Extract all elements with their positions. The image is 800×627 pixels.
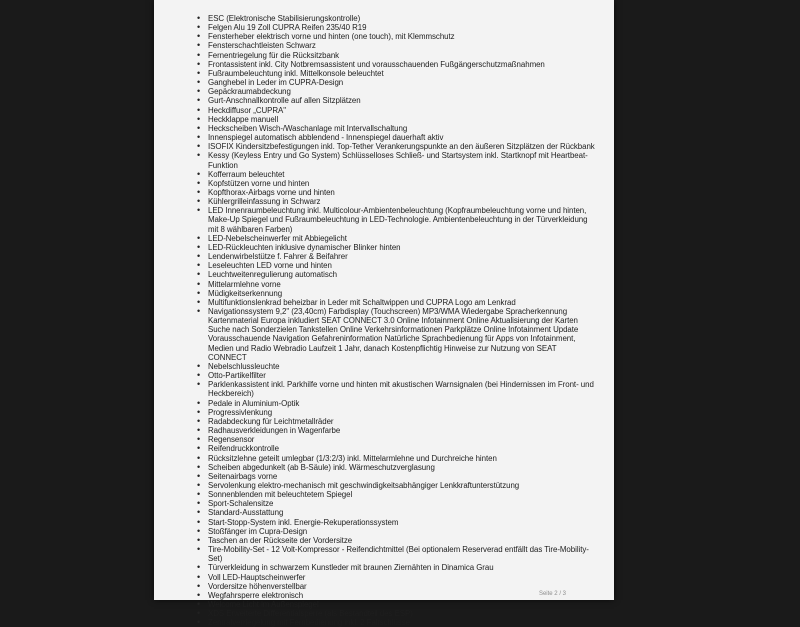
feature-list-item: • Voll LED-Hauptscheinwerfer xyxy=(196,573,596,582)
feature-list-item: • Sonnenblenden mit beleuchtetem Spiegel xyxy=(196,490,596,499)
feature-list-item: • Gurt-Anschnallkontrolle auf allen Sitzplätzen xyxy=(196,96,596,105)
feature-list-item: • Kessy (Keyless Entry und Go System) Schlüsselloses Schließ- und Startsystem inkl. Startknopf mit Heartbeat-Funktion xyxy=(196,151,596,169)
feature-list-item: • Wegfahrsperre elektronisch xyxy=(196,591,596,600)
feature-list-item: • Progressivlenkung xyxy=(196,408,596,417)
feature-list-item: • Radhausverkleidungen in Wagenfarbe xyxy=(196,426,596,435)
feature-list-item: • Taschen an der Rückseite der Vordersitze xyxy=(196,536,596,545)
feature-list-item: • Heckklappe manuell xyxy=(196,115,596,124)
feature-list-item: • Kofferraum beleuchtet xyxy=(196,170,596,179)
feature-list-item: • Sport-Schalensitze xyxy=(196,499,596,508)
feature-list-item: • Navigationssystem 9,2" (23,40cm) Farbdisplay (Touchscreen) MP3/WMA Wiedergabe Spracherkennung Kartenmaterial Europa inkludiert SEAT CONNECT 3.0 Online Infotainment Online Aktualisierung der Karten Suche nach Sonderzielen Tankstellen Online Verkehrsinformationen Parkplätze Online Infotainment Update Vorausschauende Navigation Gefahreninformation Natürliche Sprachbedienung für Apps von Infotainment, Medien und Radio Webradio Laufzeit 1 Jahr, danach Kostenpflichtig Hinweise zur Nutzung von SEAT CONNECT xyxy=(196,307,596,362)
feature-list-item: • Rücksitzlehne geteilt umlegbar (1/3:2/3) inkl. Mittelarmlehne und Durchreiche hinten xyxy=(196,454,596,463)
feature-list-item: • Lendenwirbelstütze f. Fahrer & Beifahrer xyxy=(196,252,596,261)
feature-list-item: • LED-Rückleuchten inklusive dynamischer Blinker hinten xyxy=(196,243,596,252)
page-number: Seite 2 / 3 xyxy=(538,591,566,597)
feature-list-item: • Pedale in Aluminium-Optik xyxy=(196,399,596,408)
feature-list-item: • Stoßfänger im Cupra-Design xyxy=(196,527,596,536)
feature-list-item: • Kopfthorax-Airbags vorne und hinten xyxy=(196,188,596,197)
feature-list-item: • Kopfstützen vorne und hinten xyxy=(196,179,596,188)
feature-list-item: • Zentralverriegelung mit Fernbedienung inkl. 2 Faltschlüsse xyxy=(196,618,596,627)
feature-list-item: • Fernentriegelung für die Rücksitzbank xyxy=(196,51,596,60)
feature-list-item: • Multifunktionslenkrad beheizbar in Leder mit Schaltwippen und CUPRA Logo am Lenkrad xyxy=(196,298,596,307)
feature-list-item: • Müdigkeitserkennung xyxy=(196,289,596,298)
feature-list-item: • Nebelschlussleuchte xyxy=(196,362,596,371)
feature-list-item: • ESC (Elektronische Stabilisierungskontrolle) xyxy=(196,14,596,23)
feature-list-item: • Heckscheiben Wisch-/Waschanlage mit Intervallschaltung xyxy=(196,124,596,133)
feature-list-item: • Fußraumbeleuchtung inkl. Mittelkonsole beleuchtet xyxy=(196,69,596,78)
feature-list-item: • Fensterheber elektrisch vorne und hinten (one touch), mit Klemmschutz xyxy=(196,32,596,41)
feature-list-item: • Felgen Alu 19 Zoll CUPRA Reifen 235/40 R19 xyxy=(196,23,596,32)
feature-list-item: • Welcome Licht im Außenspiegel xyxy=(196,600,596,609)
feature-list-item: • Innenspiegel automatisch abblendend - Innenspiegel dauerhaft aktiv xyxy=(196,133,596,142)
feature-list-item: • XDS Erweiterte Differentialsperre (als Bestandteil des ESP) xyxy=(196,609,596,618)
document-page xyxy=(154,0,614,627)
feature-list-item: • Leseleuchten LED vorne und hinten xyxy=(196,261,596,270)
feature-list-item: • Türverkleidung in schwarzem Kunstleder mit braunen Ziernähten in Dinamica Grau xyxy=(196,563,596,572)
feature-list-item: • Servolenkung elektro-mechanisch mit geschwindigkeitsabhängiger Lenkkraftunterstützung xyxy=(196,481,596,490)
feature-list-item: • ISOFIX Kindersitzbefestigungen inkl. Top-Tether Verankerungspunkte an den äußeren Sitzplätzen der Rückbank xyxy=(196,142,596,151)
feature-list-item: • Standard-Ausstattung xyxy=(196,508,596,517)
feature-list-item: • LED Innenraumbeleuchtung inkl. Multicolour-Ambientenbeleuchtung (Kopfraumbeleuchtung vorne und hinten, Make-Up Spiegel und Fußraumbeleuchtung in LED-Technologie. Ambientenbeleuchtung in der Türverkleidung mit 8 wählbaren Farben) xyxy=(196,206,596,233)
feature-list-item: • Ganghebel in Leder im CUPRA-Design xyxy=(196,78,596,87)
feature-list-item: • LED-Nebelscheinwerfer mit Abbiegelicht xyxy=(196,234,596,243)
feature-list-item: • Vordersitze höhenverstellbar xyxy=(196,582,596,591)
feature-list-item: • Leuchtweitenregulierung automatisch xyxy=(196,270,596,279)
feature-list-item: • Heckdiffusor „CUPRA" xyxy=(196,106,596,115)
feature-list-item: • Frontassistent inkl. City Notbremsassistent und vorausschauenden Fußgängerschutzmaßnahmen xyxy=(196,60,596,69)
feature-list-item: • Fensterschachtleisten Schwarz xyxy=(196,41,596,50)
feature-list-item: • Reifendruckkontrolle xyxy=(196,444,596,453)
feature-list-item: • Scheiben abgedunkelt (ab B-Säule) inkl. Wärmeschutzverglasung xyxy=(196,463,596,472)
feature-list-item: • Otto-Partikelfilter xyxy=(196,371,596,380)
feature-list-item: • Mittelarmlehne vorne xyxy=(196,280,596,289)
feature-list-item: • Tire-Mobility-Set - 12 Volt-Kompressor - Reifendichtmittel (Bei optionalem Reserverad entfällt das Tire-Mobility-Set) xyxy=(196,545,596,563)
feature-list xyxy=(196,14,596,627)
feature-list-item: • Start-Stopp-System inkl. Energie-Rekuperationssystem xyxy=(196,518,596,527)
feature-list-item: • Parklenkassistent inkl. Parkhilfe vorne und hinten mit akustischen Warnsignalen (bei Hindernissen im Front- und Heckbereich) xyxy=(196,380,596,398)
feature-list-item: • Kühlergrilleinfassung in Schwarz xyxy=(196,197,596,206)
feature-list-item: • Radabdeckung für Leichtmetallräder xyxy=(196,417,596,426)
feature-list-item: • Gepäckraumabdeckung xyxy=(196,87,596,96)
feature-list-item: • Regensensor xyxy=(196,435,596,444)
feature-list-item: • Seitenairbags vorne xyxy=(196,472,596,481)
